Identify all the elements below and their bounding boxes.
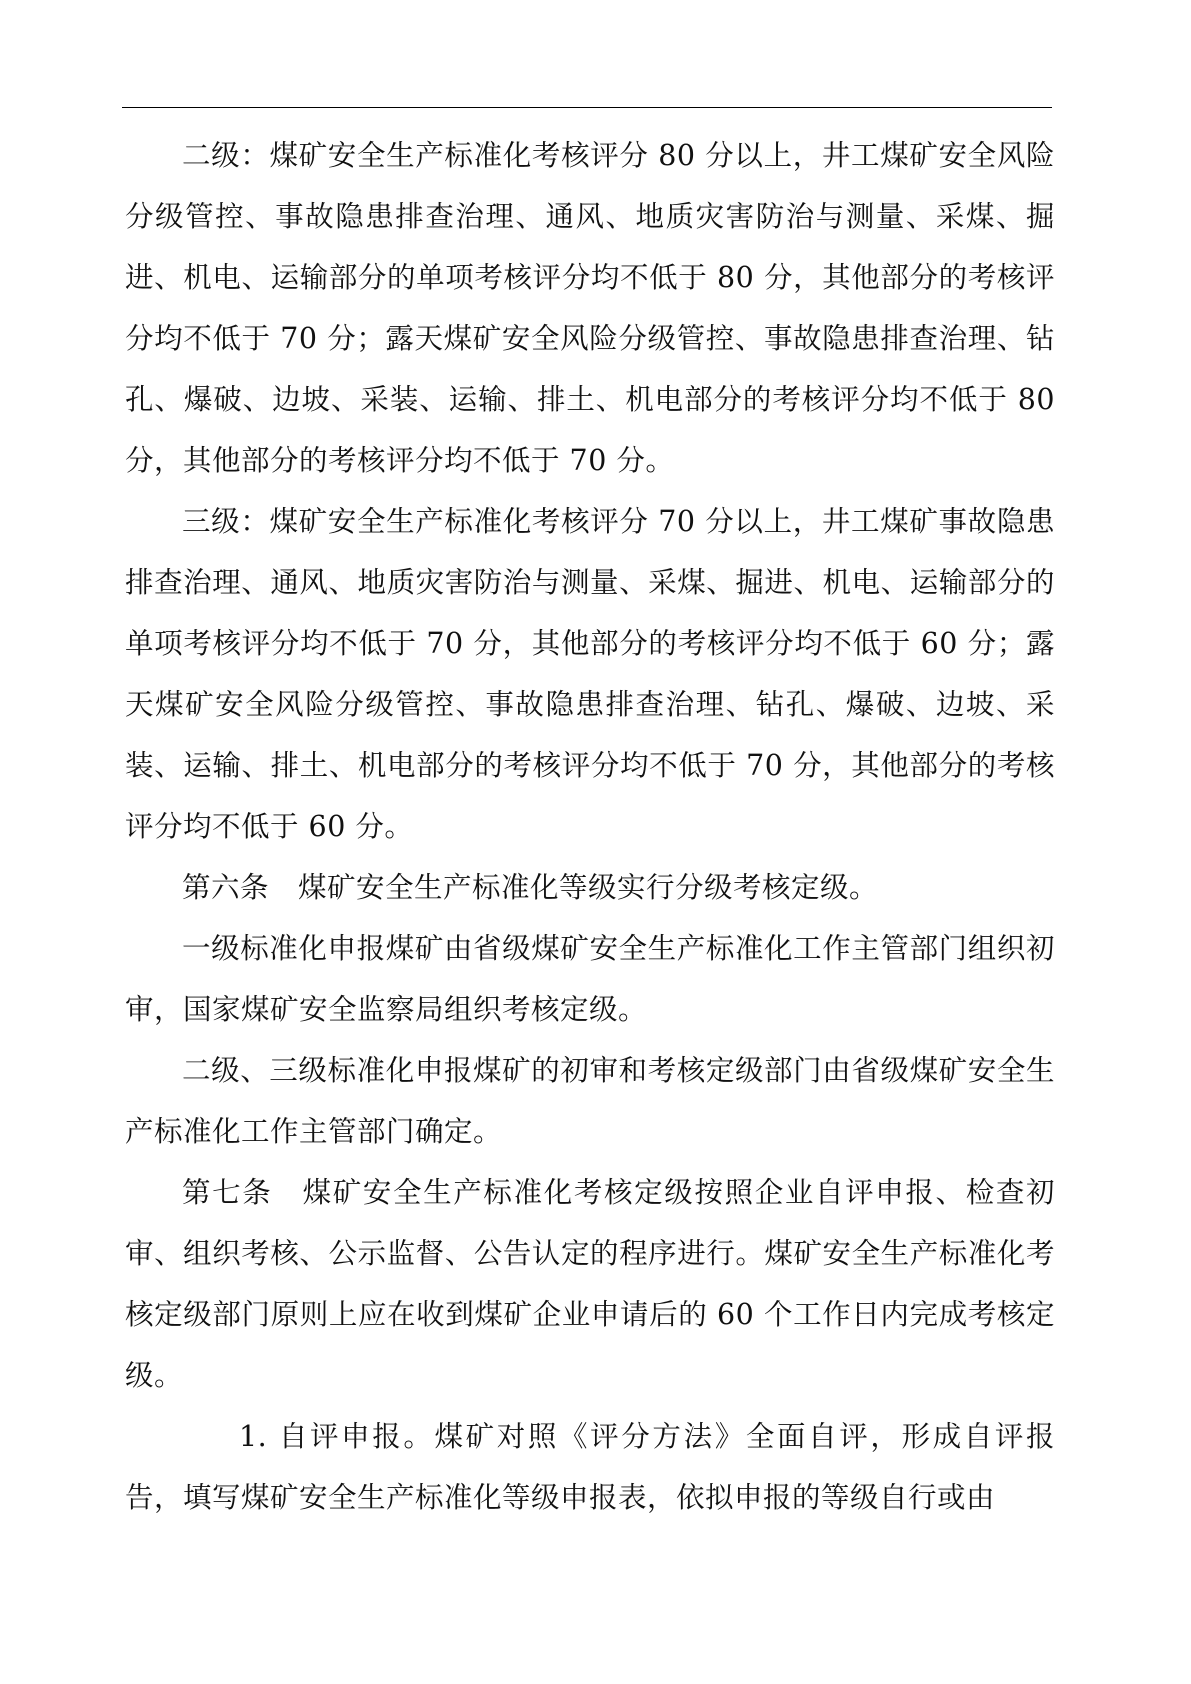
paragraph-level-three: 三级：煤矿安全生产标准化考核评分 70 分以上，井工煤矿事故隐患排查治理、通风、地质灾害防治与测量、采煤、掘进、机电、运输部分的单项考核评分均不低于 70 分，其他部分的考核评分均不低于 60 分；露天煤矿安全风险分级管控、事故隐患排查治理、钻孔、爆破、边坡、采装、运输、排土、机电部分的考核评分均不低于 70 分，其他部分的考核评分均不低于 60 分。	[125, 505, 1055, 843]
paragraph-self-evaluation: 1. 自评申报。煤矿对照《评分方法》全面自评，形成自评报告，填写煤矿安全生产标准化等级申报表，依拟申报的等级自行或由	[125, 1420, 1055, 1514]
header-rule	[122, 107, 1052, 108]
paragraph-level-one-review: 一级标准化申报煤矿由省级煤矿安全生产标准化工作主管部门组织初审，国家煤矿安全监察局组织考核定级。	[125, 932, 1055, 1026]
paragraph-article-seven: 第七条 煤矿安全生产标准化考核定级按照企业自评申报、检查初审、组织考核、公示监督、公告认定的程序进行。煤矿安全生产标准化考核定级部门原则上应在收到煤矿企业申请后的 60 个工作日内完成考核定级。	[125, 1176, 1055, 1392]
paragraph-level-two-three-review: 二级、三级标准化申报煤矿的初审和考核定级部门由省级煤矿安全生产标准化工作主管部门确定。	[125, 1054, 1055, 1148]
body-text	[125, 125, 1055, 1528]
paragraph-level-two: 二级：煤矿安全生产标准化考核评分 80 分以上，井工煤矿安全风险分级管控、事故隐患排查治理、通风、地质灾害防治与测量、采煤、掘进、机电、运输部分的单项考核评分均不低于 80 分，其他部分的考核评分均不低于 70 分；露天煤矿安全风险分级管控、事故隐患排查治理、钻孔、爆破、边坡、采装、运输、排土、机电部分的考核评分均不低于 80 分，其他部分的考核评分均不低于 70 分。	[125, 139, 1055, 477]
paragraph-article-six: 第六条 煤矿安全生产标准化等级实行分级考核定级。	[182, 871, 879, 904]
